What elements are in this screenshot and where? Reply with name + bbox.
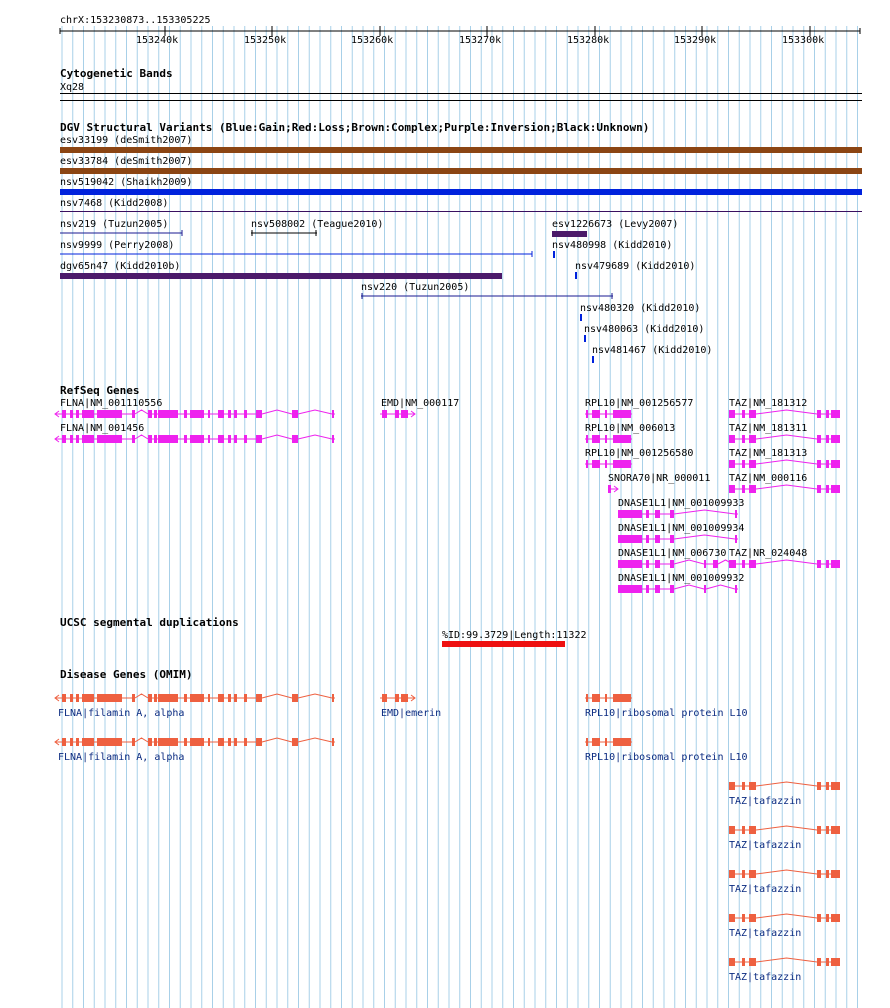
exon bbox=[817, 435, 821, 443]
ruler-tick-label: 153250k bbox=[244, 35, 287, 46]
exon bbox=[826, 782, 829, 790]
exon bbox=[158, 694, 178, 702]
exon bbox=[646, 585, 649, 593]
gene-label[interactable]: EMD|NM_000117 bbox=[381, 398, 460, 409]
exon bbox=[817, 410, 821, 418]
exon bbox=[395, 694, 399, 702]
exon bbox=[76, 694, 79, 702]
exon bbox=[831, 914, 840, 922]
exon bbox=[618, 535, 642, 543]
segdup-feature[interactable] bbox=[442, 641, 565, 647]
exon bbox=[749, 782, 753, 790]
exon bbox=[749, 826, 753, 834]
dgv-label[interactable]: nsv479689 (Kidd2010) bbox=[575, 261, 696, 272]
exon bbox=[826, 485, 829, 493]
omim-label[interactable]: FLNA|filamin A, alpha bbox=[58, 708, 185, 719]
exon bbox=[670, 585, 674, 593]
exon bbox=[592, 738, 600, 746]
gene-label[interactable]: DNASE1L1|NM_006730 bbox=[618, 548, 727, 559]
exon bbox=[97, 738, 122, 746]
exon bbox=[218, 410, 224, 418]
omim-label[interactable]: TAZ|tafazzin bbox=[729, 928, 802, 939]
exon bbox=[729, 485, 735, 493]
exon bbox=[132, 738, 135, 746]
track-title-cytogenetic-bands[interactable]: Cytogenetic Bands bbox=[60, 67, 173, 80]
exon bbox=[817, 460, 821, 468]
exon bbox=[605, 410, 607, 418]
exon bbox=[613, 694, 631, 702]
dgv-label[interactable]: esv33784 (deSmith2007) bbox=[60, 156, 193, 167]
exon bbox=[729, 958, 735, 966]
exon bbox=[70, 435, 73, 443]
exon bbox=[190, 435, 204, 443]
exon bbox=[154, 410, 157, 418]
refseq-taz-5 bbox=[729, 560, 840, 568]
exon bbox=[753, 435, 756, 443]
exon bbox=[742, 782, 745, 790]
exon bbox=[831, 485, 840, 493]
exon bbox=[753, 782, 756, 790]
refseq-taz-2 bbox=[729, 435, 840, 443]
exon bbox=[132, 435, 135, 443]
omim-rpl10-2 bbox=[585, 738, 632, 746]
exon bbox=[742, 485, 745, 493]
ruler-tick-label: 153260k bbox=[351, 35, 394, 46]
exon bbox=[618, 560, 642, 568]
exon bbox=[154, 738, 157, 746]
dgv-label[interactable]: nsv480998 (Kidd2010) bbox=[552, 240, 673, 251]
exon bbox=[158, 738, 178, 746]
exon bbox=[613, 460, 631, 468]
gene-label[interactable]: RPL10|NM_006013 bbox=[585, 423, 676, 434]
exon bbox=[749, 460, 753, 468]
dgv-label[interactable]: nsv481467 (Kidd2010) bbox=[592, 345, 713, 356]
exon bbox=[613, 738, 631, 746]
exon bbox=[817, 560, 821, 568]
exon bbox=[704, 560, 706, 568]
exon bbox=[395, 410, 399, 418]
exon bbox=[729, 435, 735, 443]
exon bbox=[742, 460, 745, 468]
exon bbox=[97, 435, 122, 443]
exon bbox=[154, 435, 157, 443]
exon bbox=[742, 560, 745, 568]
exon bbox=[228, 694, 231, 702]
exon bbox=[184, 410, 187, 418]
exon bbox=[158, 435, 178, 443]
exon bbox=[82, 738, 94, 746]
exon bbox=[817, 485, 821, 493]
exon bbox=[749, 958, 753, 966]
exon bbox=[190, 694, 204, 702]
exon bbox=[605, 435, 607, 443]
exon bbox=[729, 914, 735, 922]
exon bbox=[613, 410, 631, 418]
exon bbox=[831, 460, 840, 468]
exon bbox=[292, 738, 298, 746]
refseq-emd bbox=[380, 410, 415, 418]
omim-taz-2 bbox=[729, 826, 840, 834]
exon bbox=[132, 694, 135, 702]
refseq-rpl10-1 bbox=[585, 410, 632, 418]
refseq-dnase1l1-3 bbox=[618, 560, 738, 568]
exon bbox=[742, 958, 745, 966]
exon bbox=[82, 410, 94, 418]
exon bbox=[62, 410, 66, 418]
refseq-rpl10-2 bbox=[585, 435, 632, 443]
gene-label[interactable]: TAZ|NM_000116 bbox=[729, 473, 808, 484]
exon bbox=[382, 410, 387, 418]
exon bbox=[608, 485, 611, 493]
omim-label[interactable]: RPL10|ribosomal protein L10 bbox=[585, 708, 748, 719]
exon bbox=[70, 738, 73, 746]
exon bbox=[753, 870, 756, 878]
omim-label[interactable]: FLNA|filamin A, alpha bbox=[58, 752, 185, 763]
exon bbox=[729, 826, 735, 834]
cyto-band-label: Xq28 bbox=[60, 82, 85, 93]
exon bbox=[82, 694, 94, 702]
exon bbox=[586, 460, 588, 468]
dgv-label[interactable]: nsv480063 (Kidd2010) bbox=[584, 324, 705, 335]
ruler-tick-label: 153270k bbox=[459, 35, 502, 46]
omim-taz-5 bbox=[729, 958, 840, 966]
exon bbox=[817, 958, 821, 966]
exon bbox=[184, 694, 187, 702]
omim-taz-1 bbox=[729, 782, 840, 790]
exon bbox=[655, 560, 660, 568]
exon bbox=[76, 435, 79, 443]
omim-emd bbox=[380, 694, 415, 702]
exon bbox=[729, 560, 735, 568]
exon bbox=[586, 694, 588, 702]
exon bbox=[218, 738, 224, 746]
exon bbox=[742, 870, 745, 878]
exon bbox=[704, 585, 706, 593]
ruler-tick-label: 153290k bbox=[674, 35, 717, 46]
ruler-tick-label: 153240k bbox=[136, 35, 179, 46]
exon bbox=[382, 694, 387, 702]
dgv-label[interactable]: nsv508002 (Teague2010) bbox=[251, 219, 384, 230]
exon bbox=[831, 870, 840, 878]
exon bbox=[826, 560, 829, 568]
exon bbox=[82, 435, 94, 443]
exon bbox=[256, 410, 262, 418]
refseq-dnase1l1-1 bbox=[618, 510, 738, 518]
refseq-rpl10-3 bbox=[585, 460, 632, 468]
exon bbox=[753, 460, 756, 468]
exon bbox=[742, 435, 745, 443]
exon bbox=[749, 435, 753, 443]
exon bbox=[218, 694, 224, 702]
gene-label[interactable]: SNORA70|NR_000011 bbox=[608, 473, 711, 484]
omim-label[interactable]: TAZ|tafazzin bbox=[729, 840, 802, 851]
exon bbox=[244, 410, 247, 418]
omim-flna-2 bbox=[55, 738, 335, 746]
exon bbox=[158, 410, 178, 418]
omim-label[interactable]: TAZ|tafazzin bbox=[729, 972, 802, 983]
gene-label[interactable]: DNASE1L1|NM_001009933 bbox=[618, 498, 745, 509]
refseq-taz-1 bbox=[729, 410, 840, 418]
exon bbox=[208, 410, 210, 418]
gene-label[interactable]: TAZ|NM_181312 bbox=[729, 398, 808, 409]
gene-label[interactable]: RPL10|NM_001256580 bbox=[585, 448, 694, 459]
exon bbox=[97, 694, 122, 702]
exon bbox=[70, 694, 73, 702]
refseq-taz-3 bbox=[729, 460, 840, 468]
exon bbox=[401, 410, 408, 418]
exon bbox=[332, 435, 334, 443]
exon bbox=[735, 585, 737, 593]
refseq-taz-4 bbox=[729, 485, 840, 493]
exon bbox=[817, 782, 821, 790]
exon bbox=[592, 460, 600, 468]
exon bbox=[826, 460, 829, 468]
exon bbox=[148, 435, 152, 443]
exon bbox=[586, 435, 588, 443]
dgv-label[interactable]: nsv519042 (Shaikh2009) bbox=[60, 177, 193, 188]
exon bbox=[292, 435, 298, 443]
exon bbox=[729, 460, 735, 468]
exon bbox=[190, 738, 204, 746]
refseq-flna-1 bbox=[55, 410, 335, 418]
gene-label[interactable]: TAZ|NR_024048 bbox=[729, 548, 808, 559]
exon bbox=[228, 410, 231, 418]
dgv-label[interactable]: nsv9999 (Perry2008) bbox=[60, 240, 175, 251]
exon bbox=[742, 410, 745, 418]
exon bbox=[190, 410, 204, 418]
gene-label[interactable]: FLNA|NM_001456 bbox=[60, 423, 145, 434]
dgv-label[interactable]: esv1226673 (Levy2007) bbox=[552, 219, 679, 230]
omim-taz-3 bbox=[729, 870, 840, 878]
gene-label[interactable]: RPL10|NM_001256577 bbox=[585, 398, 694, 409]
exon bbox=[831, 435, 840, 443]
exon bbox=[244, 435, 247, 443]
omim-label[interactable]: RPL10|ribosomal protein L10 bbox=[585, 752, 748, 763]
exon bbox=[831, 560, 840, 568]
dgv-label[interactable]: nsv220 (Tuzun2005) bbox=[361, 282, 470, 293]
exon bbox=[292, 410, 298, 418]
exon bbox=[831, 958, 840, 966]
exon bbox=[605, 460, 607, 468]
exon bbox=[749, 410, 753, 418]
exon bbox=[753, 914, 756, 922]
exon bbox=[831, 826, 840, 834]
exon bbox=[618, 585, 642, 593]
exon bbox=[753, 958, 756, 966]
dgv-label[interactable]: nsv7468 (Kidd2008) bbox=[60, 198, 169, 209]
exon bbox=[148, 694, 152, 702]
exon bbox=[753, 410, 756, 418]
omim-rpl10-1 bbox=[585, 694, 632, 702]
track-title-refseq-genes[interactable]: RefSeq Genes bbox=[60, 384, 140, 397]
exon bbox=[670, 535, 674, 543]
exon bbox=[401, 694, 408, 702]
exon bbox=[646, 535, 649, 543]
gene-label[interactable]: TAZ|NM_181313 bbox=[729, 448, 808, 459]
exon bbox=[735, 535, 737, 543]
segdup-label[interactable]: %ID:99.3729|Length:11322 bbox=[442, 630, 587, 641]
exon bbox=[244, 694, 247, 702]
exon bbox=[292, 694, 298, 702]
exon bbox=[234, 435, 237, 443]
exon bbox=[148, 738, 152, 746]
refseq-dnase1l1-2 bbox=[618, 535, 738, 543]
exon bbox=[826, 826, 829, 834]
exon bbox=[605, 694, 607, 702]
dgv-label[interactable]: dgv65n47 (Kidd2010b) bbox=[60, 261, 181, 272]
exon bbox=[826, 914, 829, 922]
exon bbox=[613, 435, 631, 443]
exon bbox=[244, 738, 247, 746]
exon bbox=[655, 510, 660, 518]
exon bbox=[817, 914, 821, 922]
exon bbox=[234, 410, 237, 418]
exon bbox=[256, 435, 262, 443]
exon bbox=[742, 826, 745, 834]
exon bbox=[670, 560, 674, 568]
exon bbox=[184, 738, 187, 746]
exon bbox=[154, 694, 157, 702]
refseq-snora70 bbox=[608, 485, 618, 493]
exon bbox=[826, 435, 829, 443]
exon bbox=[749, 560, 753, 568]
exon bbox=[228, 435, 231, 443]
omim-label[interactable]: TAZ|tafazzin bbox=[729, 884, 802, 895]
exon bbox=[749, 914, 753, 922]
omim-label[interactable]: TAZ|tafazzin bbox=[729, 796, 802, 807]
exon bbox=[729, 782, 735, 790]
gene-label[interactable]: DNASE1L1|NM_001009932 bbox=[618, 573, 745, 584]
exon bbox=[592, 435, 600, 443]
exon bbox=[256, 738, 262, 746]
ruler-tick-label: 153300k bbox=[782, 35, 825, 46]
exon bbox=[332, 738, 334, 746]
exon bbox=[218, 435, 224, 443]
refseq-dnase1l1-4 bbox=[618, 585, 738, 593]
exon bbox=[208, 738, 210, 746]
exon bbox=[670, 510, 674, 518]
exon bbox=[826, 958, 829, 966]
track-title-disease-genes[interactable]: Disease Genes (OMIM) bbox=[60, 668, 193, 681]
exon bbox=[70, 410, 73, 418]
exon bbox=[332, 694, 334, 702]
exon bbox=[234, 738, 237, 746]
exon bbox=[256, 694, 262, 702]
exon bbox=[62, 435, 66, 443]
exon bbox=[646, 510, 649, 518]
exon bbox=[831, 782, 840, 790]
exon bbox=[831, 410, 840, 418]
exon bbox=[713, 560, 718, 568]
exon bbox=[76, 410, 79, 418]
exon bbox=[749, 870, 753, 878]
exon bbox=[826, 410, 829, 418]
exon bbox=[208, 435, 210, 443]
exon bbox=[749, 485, 753, 493]
exon bbox=[655, 535, 660, 543]
exon bbox=[605, 738, 607, 746]
exon bbox=[234, 694, 237, 702]
exon bbox=[332, 410, 334, 418]
exon bbox=[586, 738, 588, 746]
exon bbox=[592, 694, 600, 702]
exon bbox=[586, 410, 588, 418]
exon bbox=[753, 560, 756, 568]
track-title-dgv[interactable]: DGV Structural Variants (Blue:Gain;Red:Loss;Brown:Complex;Purple:Inversion;Black:Unknown) bbox=[60, 121, 650, 134]
exon bbox=[62, 738, 66, 746]
exon bbox=[735, 510, 737, 518]
omim-label[interactable]: EMD|emerin bbox=[381, 708, 442, 719]
track-title-segmental-duplications[interactable]: UCSC segmental duplications bbox=[60, 616, 239, 629]
exon bbox=[753, 826, 756, 834]
dgv-label[interactable]: esv33199 (deSmith2007) bbox=[60, 135, 193, 146]
exon bbox=[646, 560, 649, 568]
exon bbox=[62, 694, 66, 702]
exon bbox=[817, 826, 821, 834]
exon bbox=[76, 738, 79, 746]
exon bbox=[97, 410, 122, 418]
exon bbox=[592, 410, 600, 418]
dgv-label[interactable]: nsv480320 (Kidd2010) bbox=[580, 303, 701, 314]
exon bbox=[729, 410, 735, 418]
exon bbox=[148, 410, 152, 418]
refseq-flna-2 bbox=[55, 435, 335, 443]
exon bbox=[729, 870, 735, 878]
exon bbox=[742, 914, 745, 922]
region-label: chrX:153230873..153305225 bbox=[60, 15, 211, 26]
exon bbox=[132, 410, 135, 418]
omim-flna-1 bbox=[55, 694, 335, 702]
dgv-label[interactable]: nsv219 (Tuzun2005) bbox=[60, 219, 169, 230]
gene-label[interactable]: DNASE1L1|NM_001009934 bbox=[618, 523, 745, 534]
exon bbox=[817, 870, 821, 878]
exon bbox=[208, 694, 210, 702]
exon bbox=[184, 435, 187, 443]
gene-label[interactable]: TAZ|NM_181311 bbox=[729, 423, 808, 434]
omim-taz-4 bbox=[729, 914, 840, 922]
ruler-tick-label: 153280k bbox=[567, 35, 610, 46]
exon bbox=[826, 870, 829, 878]
exon bbox=[228, 738, 231, 746]
exon bbox=[753, 485, 756, 493]
gene-label[interactable]: FLNA|NM_001110556 bbox=[60, 398, 163, 409]
exon bbox=[618, 510, 642, 518]
exon bbox=[655, 585, 660, 593]
